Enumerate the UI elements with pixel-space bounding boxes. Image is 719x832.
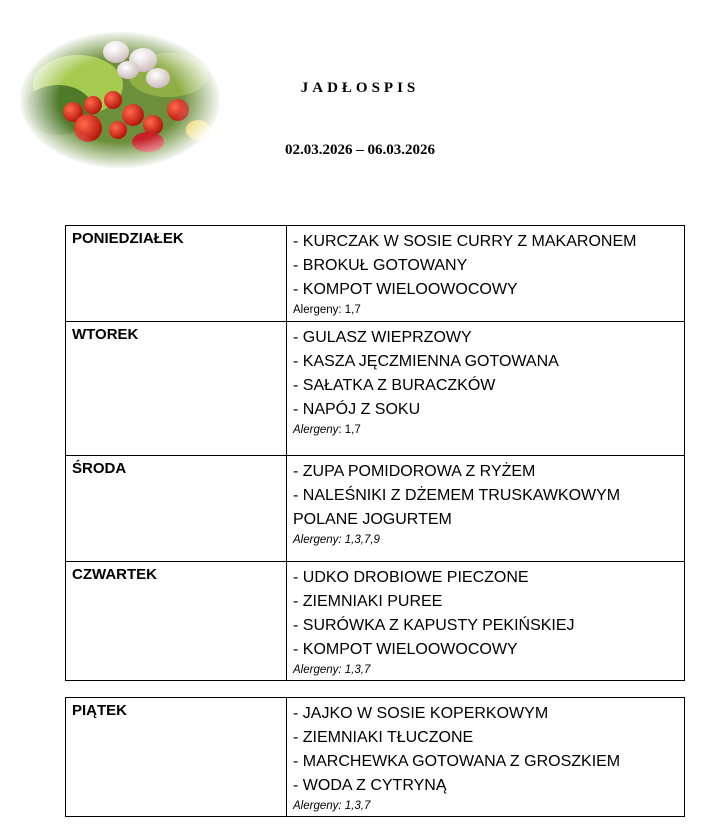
meal-item: - KOMPOT WIELOOWOCOWY — [293, 281, 518, 298]
allergens-note — [293, 422, 678, 438]
table-row — [66, 322, 685, 456]
meal-item: - NALEŚNIKI Z DŻEMEM TRUSKAWKOWYM — [293, 487, 621, 504]
meal-item: - UDKO DROBIOWE PIECZONE — [293, 569, 529, 586]
meal-item: - SURÓWKA Z KAPUSTY PEKIŃSKIEJ — [293, 617, 575, 634]
date-range: 02.03.2026 – 06.03.2026 — [285, 142, 435, 158]
table-row — [66, 562, 685, 681]
allergens-note: Alergeny: 1,3,7 — [293, 664, 371, 676]
day-label: PONIEDZIAŁEK — [66, 226, 287, 322]
table-row — [66, 456, 685, 562]
allergens-label: Alergeny — [293, 424, 339, 436]
allergens-values: : 1,7 — [338, 424, 361, 436]
day-label: WTOREK — [66, 322, 287, 456]
meals-cell — [287, 456, 685, 562]
meal-item: - KASZA JĘCZMIENNA GOTOWANA — [293, 353, 559, 370]
table-row — [66, 698, 685, 817]
menu-table — [65, 225, 685, 681]
day-label: CZWARTEK — [66, 562, 287, 681]
meal-item: - BROKUŁ GOTOWANY — [293, 257, 468, 274]
meals-cell — [287, 562, 685, 681]
menu-table-friday — [65, 697, 685, 817]
menu-title: JADŁOSPIS — [300, 80, 420, 96]
meal-item: - ZIEMNIAKI TŁUCZONE — [293, 729, 474, 746]
meal-item: - SAŁATKA Z BURACZKÓW — [293, 377, 496, 394]
table-row — [66, 226, 685, 322]
meal-item: - WODA Z CYTRYNĄ — [293, 777, 447, 794]
meals-cell — [287, 226, 685, 322]
allergens-note: Alergeny: 1,7 — [293, 304, 361, 316]
meal-item: - MARCHEWKA GOTOWANA Z GROSZKIEM — [293, 753, 621, 770]
meal-item: - NAPÓJ Z SOKU — [293, 401, 421, 418]
meal-item: - JAJKO W SOSIE KOPERKOWYM — [293, 705, 549, 722]
meal-item: POLANE JOGURTEM — [293, 511, 452, 528]
meal-item: - KURCZAK W SOSIE CURRY Z MAKARONEM — [293, 233, 637, 250]
allergens-note: Alergeny: 1,3,7 — [293, 800, 371, 812]
day-label: ŚRODA — [66, 456, 287, 562]
allergens-note: Alergeny: 1,3,7,9 — [293, 534, 380, 546]
meal-item: - KOMPOT WIELOOWOCOWY — [293, 641, 518, 658]
vegetables-image — [18, 30, 223, 170]
meals-cell — [287, 698, 685, 817]
meal-item: - ZUPA POMIDOROWA Z RYŻEM — [293, 463, 536, 480]
day-label: PIĄTEK — [66, 698, 287, 817]
meals-cell — [287, 322, 685, 456]
meal-item: - GULASZ WIEPRZOWY — [293, 329, 472, 346]
meal-item: - ZIEMNIAKI PUREE — [293, 593, 443, 610]
